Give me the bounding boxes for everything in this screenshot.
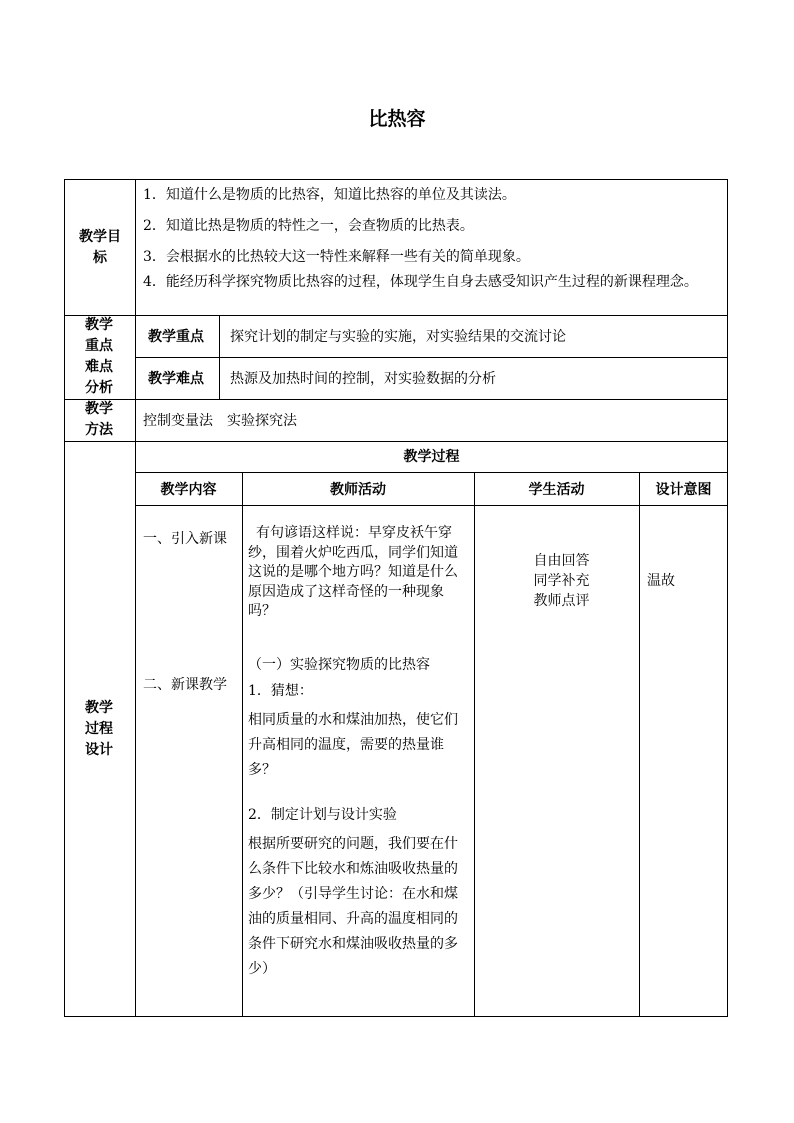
process-label: 教学过程设计 xyxy=(85,700,113,758)
objectives-label: 教学目标 xyxy=(79,229,121,266)
difficulty-label: 教学难点 xyxy=(148,371,204,387)
teacher-guess-text: 相同质量的水和煤油加热，使它们升高相同的温度，需要的热量谁多？ xyxy=(248,712,458,778)
teacher-plan: 2．制定计划与设计实验 xyxy=(248,807,397,823)
objective-item-2: 2．知道比热是物质的特性之一，会查物质的比热表。 xyxy=(143,218,474,234)
column-header-student: 学生活动 xyxy=(528,482,585,498)
teacher-subheading: （一）实验探究物质的比热容 xyxy=(248,657,430,673)
teacher-intro: 有句谚语这样说：早穿皮袄午穿纱，围着火炉吃西瓜，同学们知道这说的是哪个地方吗？知道是什么原因造成了这样奇怪的一种现象吗？ xyxy=(248,525,458,619)
teacher-plan-text: 根据所要研究的问题，我们要在什么条件下比较水和炼油吸收热量的多少？（引导学生讨论：在水和煤油的质量相同、升高的温度相同的条件下研究水和煤油吸收热量的多少） xyxy=(248,836,458,977)
rule-label-column xyxy=(135,179,136,1017)
rule-col-content xyxy=(242,472,243,1017)
teacher-guess: 1．猜想： xyxy=(248,683,313,699)
methods-text: 控制变量法 实验探究法 xyxy=(143,413,297,429)
student-activity-3: 教师点评 xyxy=(533,593,590,609)
content-new-lesson: 二、新课教学 xyxy=(143,677,227,693)
methods-label: 教学方法 xyxy=(85,401,113,438)
column-header-intent: 设计意图 xyxy=(655,482,712,498)
rule-key-bottom xyxy=(135,357,728,358)
page-title: 比热容 xyxy=(368,108,426,130)
design-intent: 温故 xyxy=(647,573,675,589)
column-header-teacher: 教师活动 xyxy=(330,482,386,498)
objective-item-4: 4．能经历科学探究物质比热容的过程，体现学生自身去感受知识产生过程的新课程理念。 xyxy=(143,274,698,290)
student-activity-2: 同学补充 xyxy=(533,573,590,589)
rule-analysis-bottom xyxy=(64,399,728,400)
column-header-content: 教学内容 xyxy=(160,482,217,498)
student-activity-1: 自由回答 xyxy=(533,553,590,569)
objective-item-3: 3．会根据水的比热较大这一特性来解释一些有关的简单现象。 xyxy=(143,249,530,265)
objective-item-1: 1．知道什么是物质的比热容，知道比热容的单位及其读法。 xyxy=(143,187,516,203)
analysis-label: 教学重点难点分析 xyxy=(85,317,113,396)
rule-methods-bottom xyxy=(64,441,728,442)
key-point-text: 探究计划的制定与实验的实施，对实验结果的交流讨论 xyxy=(230,329,566,345)
difficulty-text: 热源及加热时间的控制，对实验数据的分析 xyxy=(230,371,496,387)
process-header: 教学过程 xyxy=(403,449,460,465)
rule-objectives-bottom xyxy=(64,315,728,316)
rule-subtable-divider xyxy=(219,315,220,399)
key-point-label: 教学重点 xyxy=(148,329,204,345)
content-intro: 一、引入新课 xyxy=(143,531,227,547)
